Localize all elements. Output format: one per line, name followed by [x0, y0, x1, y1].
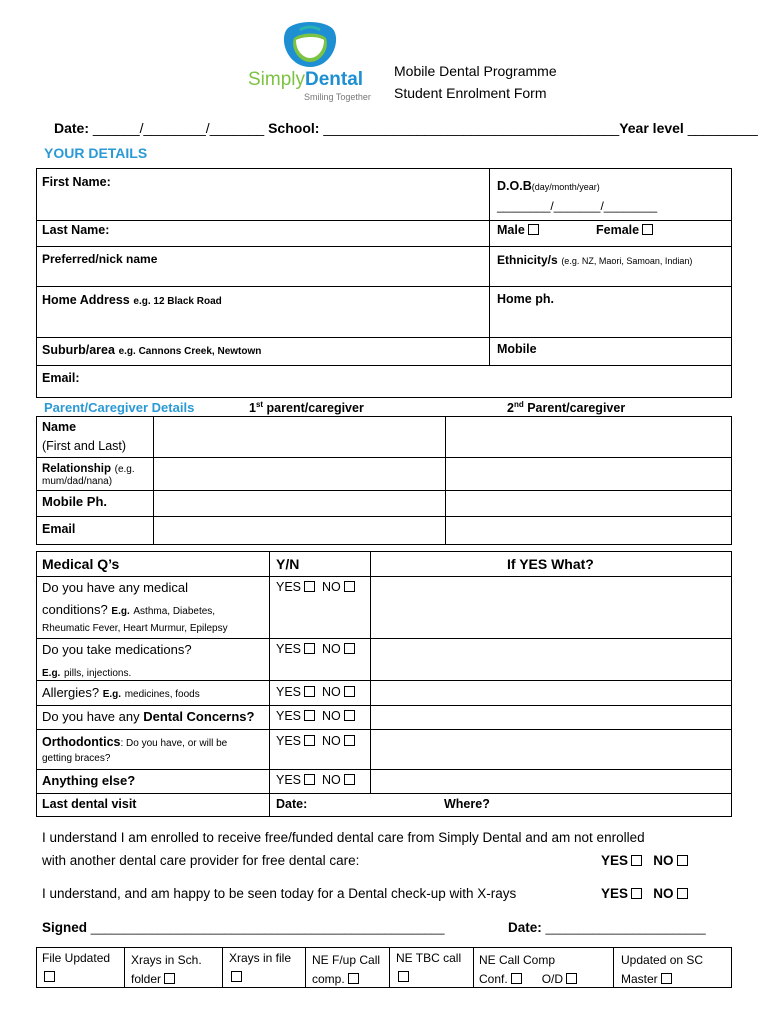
top-line — [54, 120, 758, 136]
suburb-label: Suburb/area — [42, 343, 115, 357]
no-label: NO — [653, 886, 674, 901]
updated-sc-checkbox[interactable] — [661, 973, 672, 984]
office-ne-fup — [312, 951, 380, 989]
q-dental-concerns: Do you have any — [42, 709, 140, 724]
no-label: NO — [321, 642, 341, 656]
xrays-file-checkbox[interactable] — [231, 971, 242, 982]
q-medications: Do you take medications? — [42, 642, 192, 657]
consent-line-1: I understand I am enrolled to receive free/funded dental care from Simply Dental and am not enrolled — [42, 830, 645, 845]
q5-yes-checkbox[interactable] — [304, 735, 315, 746]
first-name-field[interactable] — [38, 170, 488, 218]
consent-2-no-checkbox[interactable] — [677, 888, 688, 899]
q1-list: Asthma, Diabetes, — [133, 606, 216, 617]
ne-call-od-label: O/D — [541, 972, 564, 986]
q5-yes-no — [276, 734, 355, 748]
dob-hint: (day/month/year) — [531, 182, 600, 192]
male-label: Male — [497, 223, 525, 237]
yes-label: YES — [276, 642, 302, 656]
consent-2-yes-no — [601, 886, 688, 901]
home-address-label: Home Address — [42, 293, 130, 307]
q2-list: pills, injections. — [63, 668, 132, 679]
q4-yes-checkbox[interactable] — [304, 710, 315, 721]
q3-no-checkbox[interactable] — [344, 686, 355, 697]
logo-tagline: Smiling Together — [304, 92, 371, 102]
ne-call-od-checkbox[interactable] — [566, 973, 577, 984]
q2-yes-checkbox[interactable] — [304, 643, 315, 654]
parent-2-heading: 2nd Parent/caregiver — [507, 400, 626, 416]
relationship-label: Relationship — [42, 463, 112, 475]
q4-no-checkbox[interactable] — [344, 710, 355, 721]
ne-call-comp-label: NE Call Comp — [479, 953, 556, 967]
q3-yes-checkbox[interactable] — [304, 686, 315, 697]
ne-fup-comp-label: comp. — [312, 972, 345, 986]
male-checkbox[interactable] — [528, 224, 539, 235]
office-ne-call-comp — [479, 951, 609, 989]
signed-date-line — [508, 920, 706, 935]
parent-mobile-label: Mobile Ph. — [42, 494, 107, 509]
office-xrays-file — [229, 951, 291, 984]
parent-email-label: Email — [42, 522, 76, 536]
q1-yes-checkbox[interactable] — [304, 581, 315, 592]
ne-tbc-label: NE TBC call — [396, 951, 462, 965]
no-label: NO — [321, 734, 341, 748]
medical-heading: Medical Q’s — [42, 556, 120, 572]
no-label: NO — [653, 853, 674, 868]
q6-yes-no — [276, 773, 355, 787]
school-blank[interactable]: ______________________________________ — [323, 120, 620, 136]
parent-name-label: Name — [42, 420, 77, 434]
q-orthodontics: Orthodontics — [42, 735, 121, 749]
q-anything-else: Anything else? — [42, 773, 136, 788]
parent-name-sub: (First and Last) — [42, 439, 127, 453]
q2-no-checkbox[interactable] — [344, 643, 355, 654]
suburb-hint: e.g. Cannons Creek, Newtown — [118, 346, 262, 357]
last-name-label: Last Name: — [42, 223, 110, 237]
q-medical-conditions-2: conditions? — [42, 602, 108, 617]
female-label: Female — [596, 223, 640, 237]
signed-date-field[interactable]: ________________________ — [545, 921, 706, 935]
last-visit-where-label: Where? — [444, 797, 490, 811]
home-phone-label: Home ph. — [497, 292, 554, 306]
consent-line-3: I understand, and am happy to be seen today for a Dental check-up with X-rays — [42, 886, 517, 901]
q5-hint-2: getting braces? — [42, 753, 111, 764]
home-address-hint: e.g. 12 Black Road — [133, 296, 222, 307]
q3-list: medicines, foods — [124, 689, 200, 700]
last-visit-date-label: Date: — [276, 797, 308, 811]
first-name-label: First Name: — [42, 175, 111, 189]
dob-label: D.O.B — [497, 179, 532, 193]
yes-label: YES — [276, 685, 302, 699]
parent-1-heading: 1st parent/caregiver — [249, 400, 364, 416]
yes-label: YES — [601, 853, 629, 868]
q3-yes-no — [276, 685, 355, 699]
logo — [246, 22, 376, 102]
year-blank[interactable]: _________ — [687, 120, 758, 136]
parent-1-name-field[interactable] — [155, 418, 443, 456]
parent-2-name-field[interactable] — [447, 418, 730, 456]
email-label: Email: — [42, 371, 80, 385]
consent-1-no-checkbox[interactable] — [677, 855, 688, 866]
date-label: Date: — [54, 120, 90, 136]
updated-sc-label: Updated on SC — [621, 953, 704, 967]
yes-label: YES — [276, 734, 302, 748]
relationship-hint-2: mum/dad/nana) — [42, 476, 113, 487]
ne-fup-checkbox[interactable] — [348, 973, 359, 984]
q4-yes-no — [276, 709, 355, 723]
office-updated-sc — [621, 951, 703, 989]
q1-eg: E.g. — [111, 606, 130, 617]
form-title-line2: Student Enrolment Form — [394, 85, 547, 101]
female-option[interactable] — [596, 223, 653, 237]
no-label: NO — [321, 685, 341, 699]
xrays-sch-checkbox[interactable] — [164, 973, 175, 984]
q2-eg: E.g. — [42, 668, 61, 679]
q6-yes-checkbox[interactable] — [304, 774, 315, 785]
file-updated-checkbox[interactable] — [44, 971, 55, 982]
xrays-file-label: Xrays in file — [229, 951, 292, 965]
q-allergies: Allergies? — [42, 685, 100, 700]
consent-2-yes-checkbox[interactable] — [631, 888, 642, 899]
parent-heading: Parent/Caregiver Details — [44, 400, 195, 415]
signed-line — [42, 920, 445, 935]
what-heading: If YES What? — [507, 556, 594, 572]
q1-yes-no — [276, 580, 355, 594]
no-label: NO — [321, 580, 341, 594]
office-xrays-sch — [131, 951, 202, 989]
yes-label: YES — [276, 580, 302, 594]
yn-heading: Y/N — [276, 556, 300, 572]
yes-label: YES — [276, 773, 302, 787]
mobile-label: Mobile — [497, 342, 537, 356]
form-title-line1: Mobile Dental Programme — [394, 63, 557, 79]
q2-yes-no — [276, 642, 355, 656]
last-visit-label: Last dental visit — [42, 797, 137, 811]
signed-date-label: Date: — [508, 920, 542, 935]
office-ne-tbc — [396, 951, 461, 984]
relationship-hint: (e.g. — [114, 464, 135, 475]
q-medical-conditions-1: Do you have any medical — [42, 580, 188, 595]
xrays-sch-folder-label: folder — [131, 972, 162, 986]
ne-call-conf-label: Conf. — [479, 972, 508, 986]
q1-no-checkbox[interactable] — [344, 581, 355, 592]
ne-call-conf-checkbox[interactable] — [511, 973, 522, 984]
dob-field[interactable]: ________/_______/________ — [497, 199, 658, 213]
office-file-updated — [42, 951, 110, 984]
yes-label: YES — [601, 886, 629, 901]
signature-field[interactable]: _____________________________________________________ — [90, 921, 445, 935]
date-blank[interactable]: ______/________/_______ — [92, 120, 265, 136]
your-details-heading: YOUR DETAILS — [44, 145, 148, 161]
signed-label: Signed — [42, 920, 88, 935]
q5-hint-1: : Do you have, or will be — [120, 738, 228, 749]
school-label: School: — [268, 120, 320, 136]
q-medical-conditions-3: Rheumatic Fever, Heart Murmur, Epilepsy — [42, 623, 228, 634]
ethnicity-hint: (e.g. NZ, Maori, Samoan, Indian) — [561, 256, 693, 266]
tooth-logo-icon — [280, 22, 340, 68]
yes-label: YES — [276, 709, 302, 723]
file-updated-label: File Updated — [42, 951, 111, 965]
year-label: Year level — [619, 120, 684, 136]
consent-1-yes-checkbox[interactable] — [631, 855, 642, 866]
ethnicity-label: Ethnicity/s — [497, 253, 558, 267]
female-checkbox[interactable] — [642, 224, 653, 235]
xrays-sch-label: Xrays in Sch. — [131, 953, 202, 967]
ne-tbc-checkbox[interactable] — [398, 971, 409, 982]
preferred-name-label: Preferred/nick name — [42, 252, 158, 266]
consent-1-yes-no — [601, 853, 688, 868]
q-dental-concerns-bold: Dental Concerns? — [143, 709, 255, 724]
ne-fup-label: NE F/up Call — [312, 953, 381, 967]
updated-sc-master-label: Master — [621, 972, 658, 986]
no-label: NO — [321, 773, 341, 787]
q3-eg: E.g. — [102, 689, 122, 700]
q5-no-checkbox[interactable] — [344, 735, 355, 746]
male-option[interactable] — [497, 223, 539, 237]
consent-line-2: with another dental care provider for free dental care: — [42, 853, 360, 868]
q6-no-checkbox[interactable] — [344, 774, 355, 785]
no-label: NO — [321, 709, 341, 723]
logo-simply: Simply — [248, 69, 306, 90]
logo-dental: Dental — [305, 69, 364, 90]
